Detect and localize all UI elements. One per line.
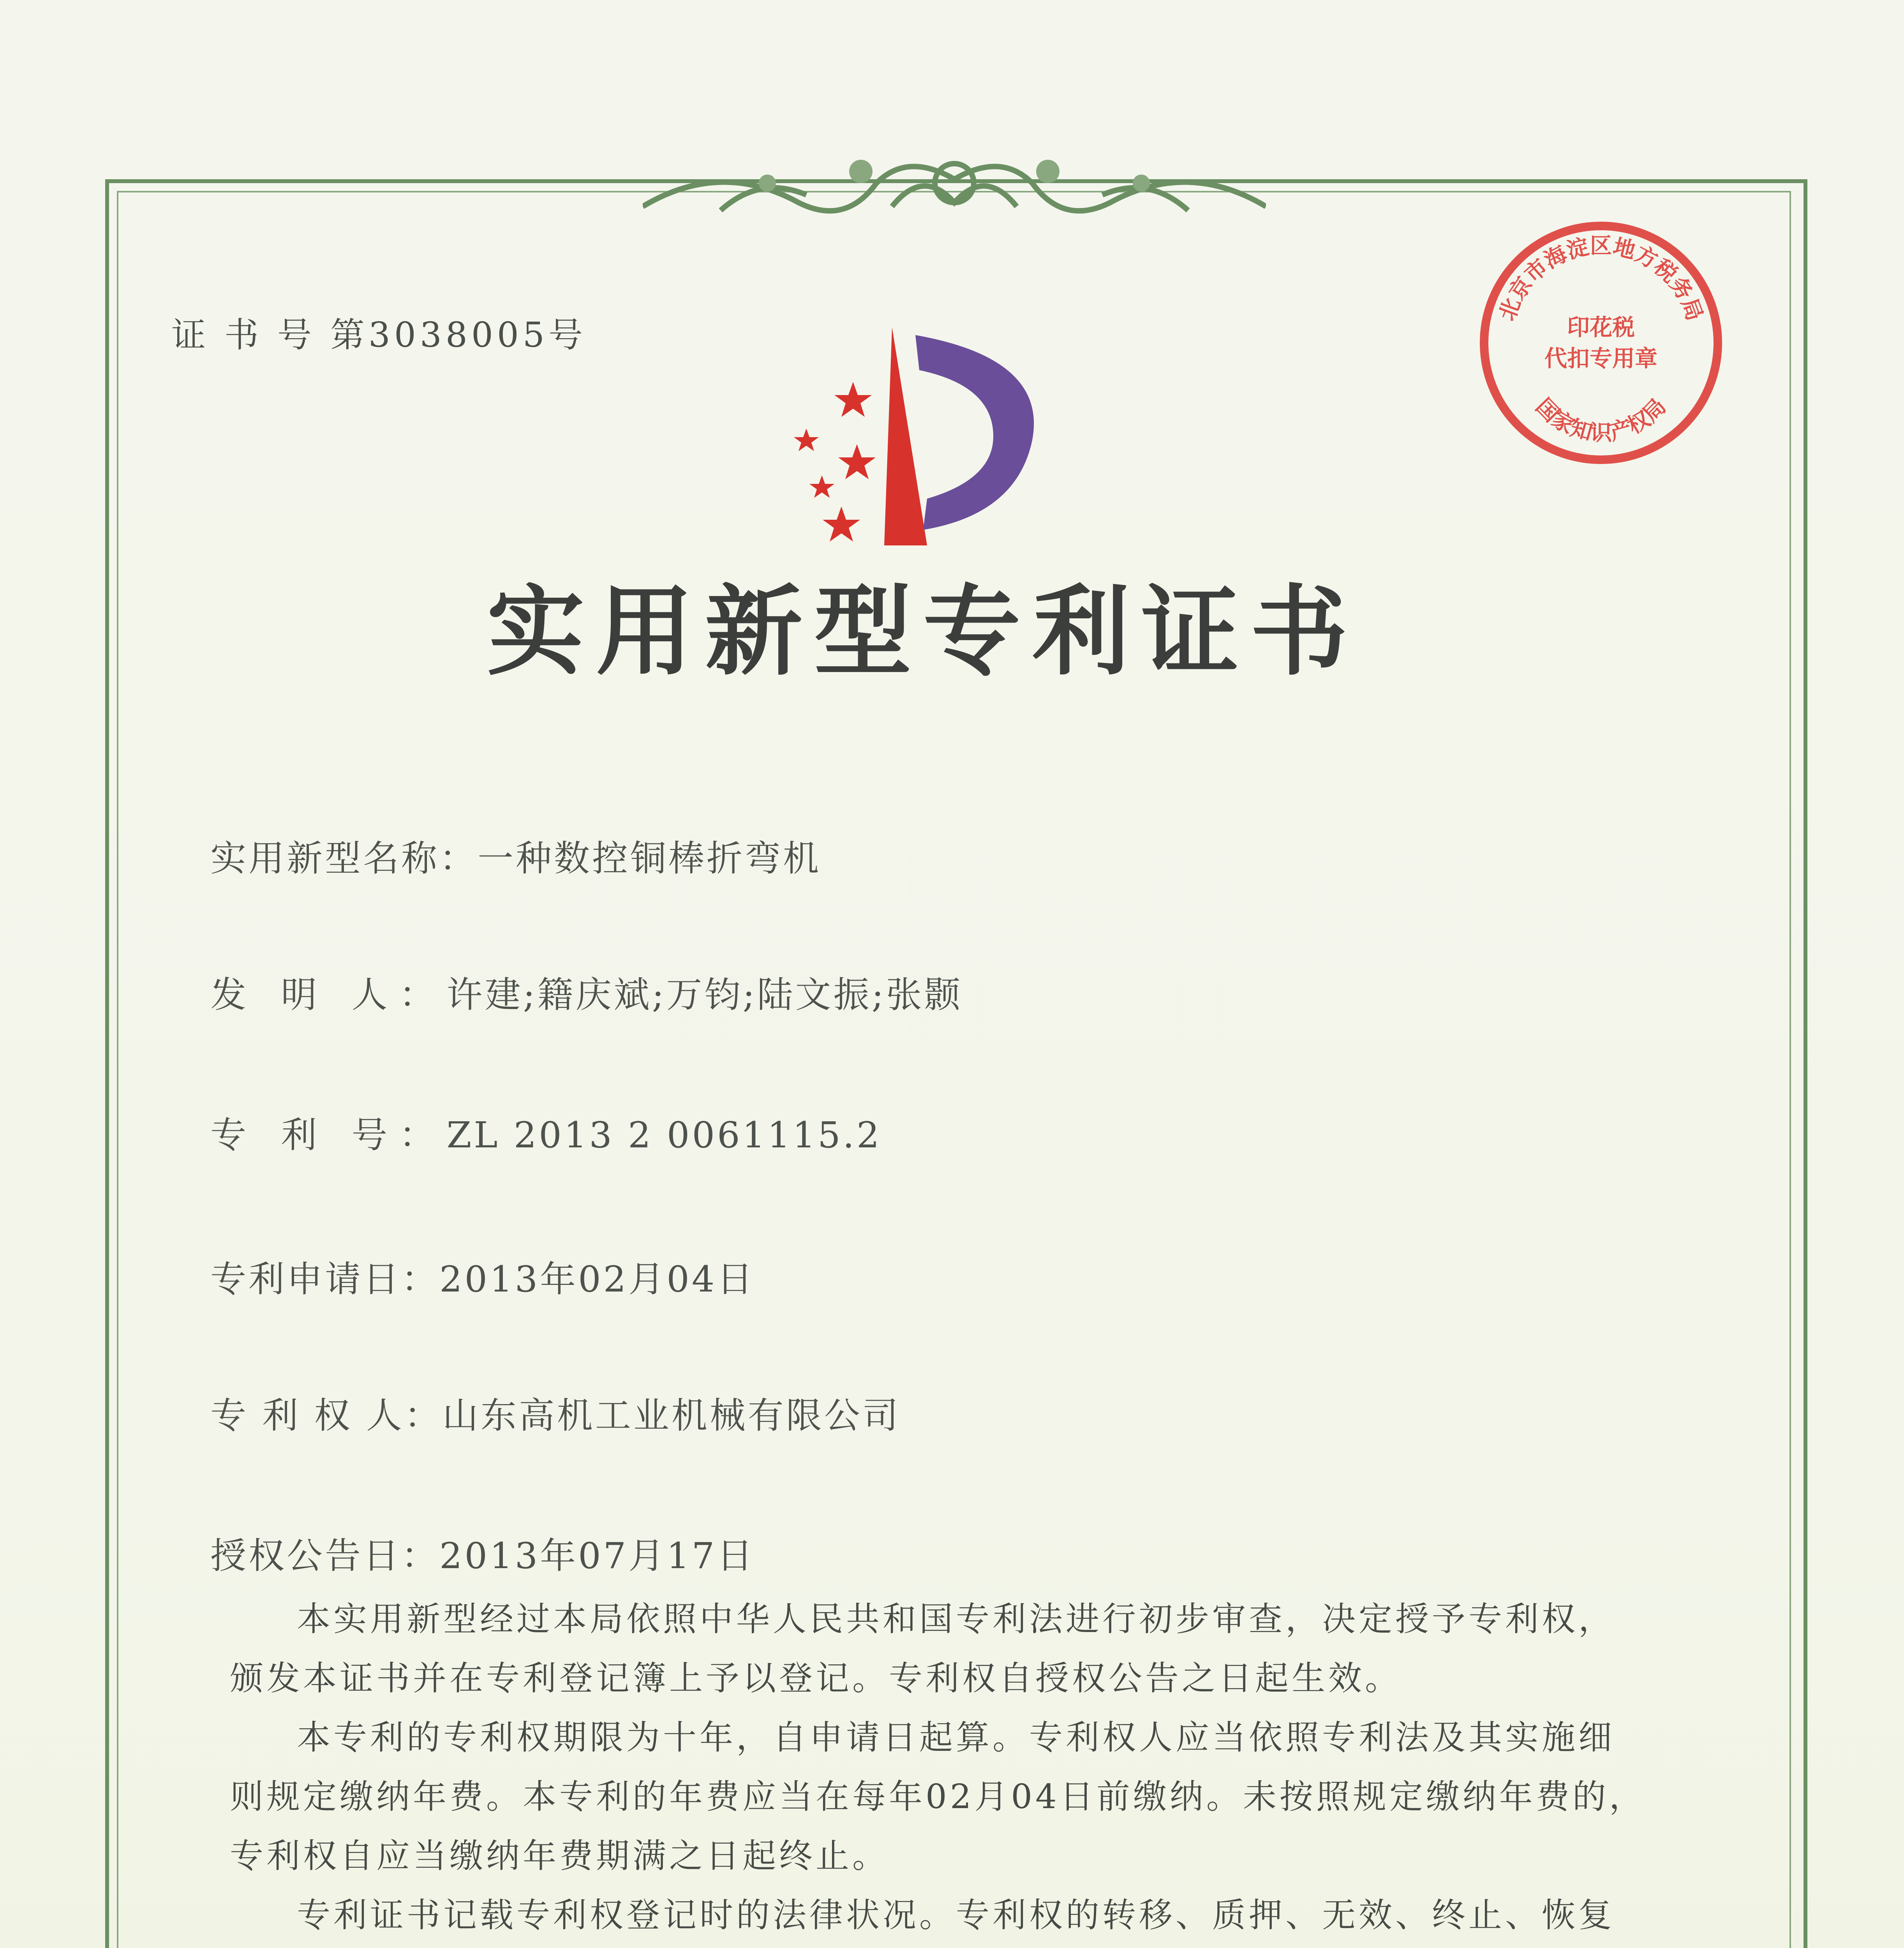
field-label: 专利申请日：	[210, 1258, 440, 1300]
body-paragraph-1: 本实用新型经过本局依照中华人民共和国专利法进行初步审查，决定授予专利权，颁发本证书并在专利登记簿上予以登记。专利权自授权公告之日起生效。	[230, 1600, 1615, 1698]
field-label: 发 明 人：	[210, 974, 447, 1016]
field-value: ZL 2013 2 0061115.2	[446, 1114, 882, 1156]
certificate-number: 证 书 号 第3038005号	[171, 315, 587, 355]
field-application-date	[210, 1251, 755, 1302]
field-value: 2013年02月04日	[439, 1258, 755, 1300]
field-label: 实用新型名称：	[210, 838, 478, 879]
field-utility-model-name	[210, 830, 821, 881]
tax-stamp-bottom-text: 国家知识产权局	[1530, 393, 1671, 446]
certificate-body	[230, 1590, 1648, 1948]
stamp-tax-seal	[1476, 218, 1726, 468]
field-patent-number	[210, 1106, 881, 1158]
top-ornament	[643, 136, 1266, 238]
patent-office-logo	[775, 312, 1126, 545]
tax-stamp-line1: 印花税	[1567, 314, 1635, 341]
field-value: 许建;籍庆斌;万钧;陆文振;张颢	[446, 974, 963, 1016]
body-paragraph-3: 专利证书记载专利权登记时的法律状况。专利权的转移、质押、无效、终止、恢复	[297, 1896, 1615, 1935]
field-value: 山东高机工业机械有限公司	[442, 1395, 901, 1436]
field-label: 专 利 权 人：	[210, 1395, 443, 1436]
field-inventor	[210, 966, 963, 1018]
field-patentee	[210, 1387, 901, 1438]
field-value: 2013年07月17日	[439, 1535, 755, 1577]
certificate-title: 实用新型专利证书	[487, 575, 1359, 688]
field-label: 专 利 号：	[210, 1114, 447, 1156]
field-value: 一种数控铜棒折弯机	[478, 838, 822, 879]
field-grant-date	[210, 1527, 755, 1579]
body-paragraph-2: 本专利的专利权期限为十年，自申请日起算。专利权人应当依照专利法及其实施细则规定缴纳年费。本专利的年费应当在每年02月04日前缴纳。未按照规定缴纳年费的，专利权自应当缴纳年费期满之日起终止。	[230, 1718, 1646, 1876]
tax-stamp-outer-text: 北京市海淀区地方税务局	[1494, 233, 1708, 324]
tax-stamp-line2: 代扣专用章	[1544, 345, 1658, 372]
field-label: 授权公告日：	[210, 1535, 440, 1577]
